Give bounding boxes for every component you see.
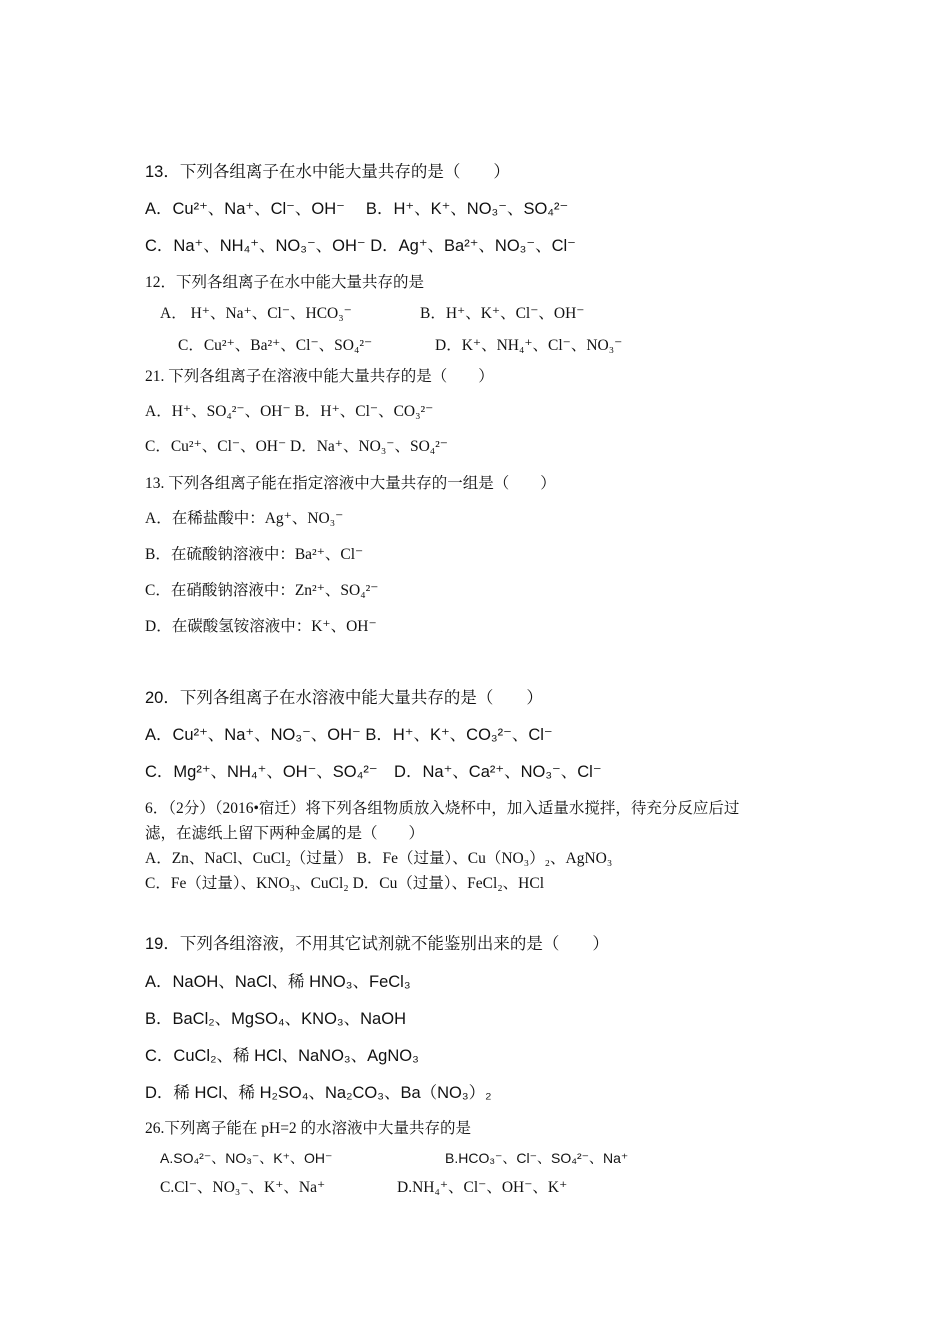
question-13b-option-b: B．在硫酸钠溶液中：Ba²⁺、Cl⁻ <box>145 546 364 563</box>
question-19-option-c: C．CuCl₂、稀 HCl、NaNO₃、AgNO₃ <box>145 1047 419 1065</box>
question-19-option-d: D．稀 HCl、稀 H₂SO₄、Na₂CO₃、Ba（NO₃）₂ <box>145 1084 492 1102</box>
question-13b-stem: 13. 下列各组离子能在指定溶液中大量共存的一组是（ ） <box>145 475 556 492</box>
question-12-option-b: B．H⁺、K⁺、Cl⁻、OH⁻ <box>420 305 585 322</box>
question-21-line-2: C．Cu²⁺、Cl⁻、OH⁻ D．Na⁺、NO₃⁻、SO₄²⁻ <box>145 438 448 455</box>
question-21-stem: 21. 下列各组离子在溶液中能大量共存的是（ ） <box>145 368 494 385</box>
question-12-stem: 12．下列各组离子在水中能大量共存的是 <box>145 274 425 291</box>
question-13a-line-1: A．Cu²⁺、Na⁺、Cl⁻、OH⁻ B．H⁺、K⁺、NO₃⁻、SO₄²⁻ <box>145 200 569 218</box>
question-13b-option-d: D．在碳酸氢铵溶液中：K⁺、OH⁻ <box>145 618 377 635</box>
question-12-option-a: A． H⁺、Na⁺、Cl⁻、HCO₃⁻ <box>160 305 352 322</box>
question-19-option-b: B．BaCl₂、MgSO₄、KNO₃、NaOH <box>145 1010 406 1028</box>
question-26-option-b: B.HCO₃⁻、Cl⁻、SO₄²⁻、Na⁺ <box>445 1150 629 1166</box>
question-6-stem: 6．（2分）（2016•宿迁）将下列各组物质放入烧杯中，加入适量水搅拌，待充分反应后过 <box>145 800 740 817</box>
question-12-option-c: C．Cu²⁺、Ba²⁺、Cl⁻、SO₄²⁻ <box>178 337 373 354</box>
question-20-stem: 20．下列各组离子在水溶液中能大量共存的是（ ） <box>145 689 543 707</box>
question-6-stem-continued: 滤，在滤纸上留下两种金属的是（ ） <box>145 825 425 842</box>
question-19-stem: 19．下列各组溶液，不用其它试剂就不能鉴别出来的是（ ） <box>145 935 609 953</box>
question-20-line-2: C．Mg²⁺、NH₄⁺、OH⁻、SO₄²⁻ D．Na⁺、Ca²⁺、NO₃⁻、Cl⁻ <box>145 763 602 781</box>
question-20-line-1: A．Cu²⁺、Na⁺、NO₃⁻、OH⁻ B．H⁺、K⁺、CO₃²⁻、Cl⁻ <box>145 726 553 744</box>
question-6-line-1: A．Zn、NaCl、CuCl₂（过量） B．Fe（过量）、Cu（NO₃）₂、AgNO₃ <box>145 850 613 867</box>
question-26-option-a: A.SO₄²⁻、NO₃⁻、K⁺、OH⁻ <box>160 1150 333 1166</box>
question-6-line-2: C．Fe（过量）、KNO₃、CuCl₂ D．Cu（过量）、FeCl₂、HCl <box>145 875 545 892</box>
question-13b-option-c: C．在硝酸钠溶液中：Zn²⁺、SO₄²⁻ <box>145 582 379 599</box>
question-19-option-a: A．NaOH、NaCl、稀 HNO₃、FeCl₃ <box>145 973 411 991</box>
question-13a-stem: 13．下列各组离子在水中能大量共存的是（ ） <box>145 163 510 181</box>
question-13b-option-a: A．在稀盐酸中：Ag⁺、NO₃⁻ <box>145 510 344 527</box>
question-26-stem: 26.下列离子能在 pH=2 的水溶液中大量共存的是 <box>145 1120 472 1137</box>
question-26-option-d: D.NH₄⁺、Cl⁻、OH⁻、K⁺ <box>397 1179 568 1196</box>
question-12-option-d: D．K⁺、NH₄⁺、Cl⁻、NO₃⁻ <box>435 337 623 354</box>
question-26-option-c: C.Cl⁻、NO₃⁻、K⁺、Na⁺ <box>160 1179 326 1196</box>
question-13a-line-2: C．Na⁺、NH₄⁺、NO₃⁻、OH⁻ D．Ag⁺、Ba²⁺、NO₃⁻、Cl⁻ <box>145 237 576 255</box>
question-21-line-1: A．H⁺、SO₄²⁻、OH⁻ B．H⁺、Cl⁻、CO₃²⁻ <box>145 403 434 420</box>
